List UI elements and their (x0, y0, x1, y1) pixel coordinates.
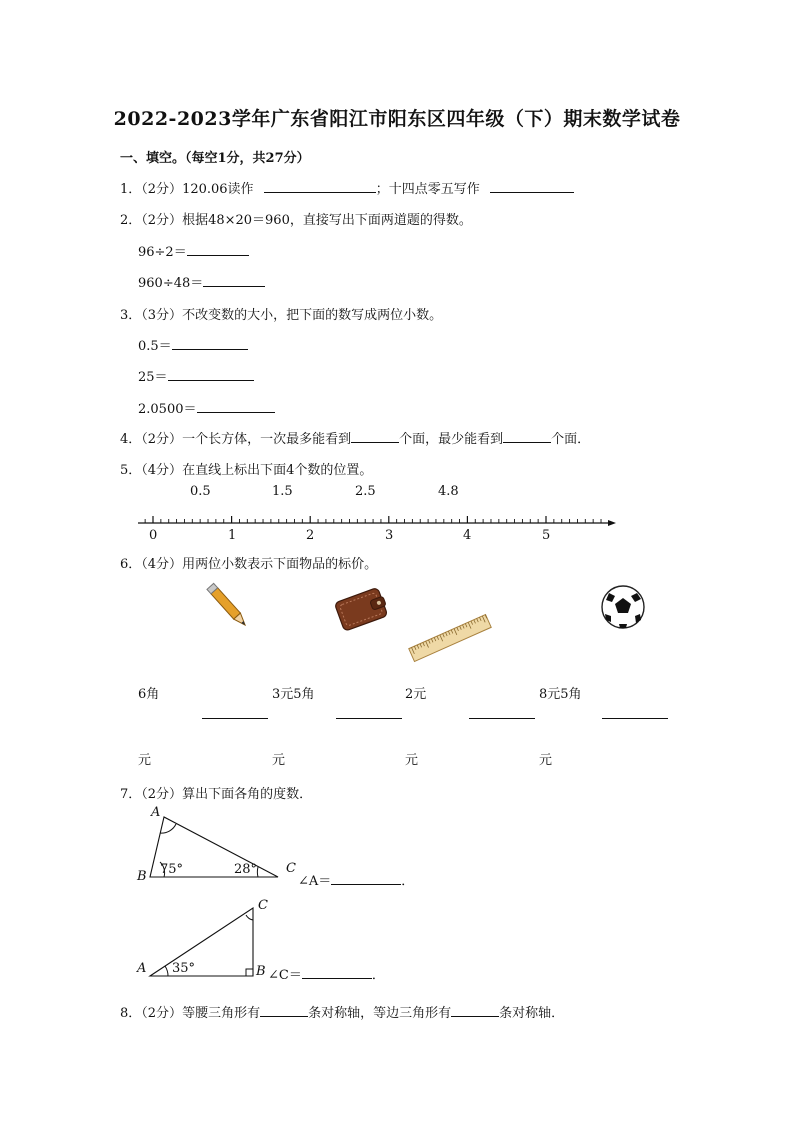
question-text: 一个长方体，一次最多能看到 (182, 432, 352, 447)
vertex-label: C (286, 861, 296, 876)
question-text: 根据48×20＝960，直接写出下面两道题的得数。 (182, 213, 472, 228)
question-text: 120.06读作 (182, 182, 254, 197)
question-text: 用两位小数表示下面物品的标价。 (182, 557, 378, 572)
question-text: 个面． (551, 432, 591, 447)
question-score: （4分） (141, 463, 183, 478)
price-label: 2元 (405, 687, 427, 702)
question-text: 不改变数的大小，把下面的数写成两位小数。 (182, 308, 443, 323)
question-score: （3分） (141, 308, 183, 323)
question-text: 算出下面各角的度数． (182, 787, 313, 802)
question-score: （2分） (141, 182, 183, 197)
equation: 2.0500＝ (138, 402, 197, 417)
vertex-label: C (258, 898, 268, 913)
question-number: 1． (120, 182, 142, 197)
question-number: 8． (120, 1006, 142, 1021)
question-score: （2分） (141, 1006, 183, 1021)
vertex-label: B (137, 869, 147, 884)
answer-blank[interactable] (451, 1003, 499, 1017)
question-number: 7． (120, 787, 142, 802)
number-label: 2.5 (355, 484, 376, 499)
tick-label: 0 (149, 528, 158, 543)
unit-label: 元 (539, 753, 553, 768)
unit-label: 元 (138, 753, 152, 768)
equation: ∠A＝ (298, 874, 332, 889)
tick-label: 3 (385, 528, 394, 543)
question-number: 5． (120, 463, 142, 478)
equation: 25＝ (138, 370, 168, 385)
tick-label: 5 (542, 528, 551, 543)
question-score: （2分） (141, 432, 183, 447)
question-number: 4． (120, 432, 142, 447)
answer-blank[interactable] (302, 965, 372, 979)
question-8 (120, 1002, 564, 1021)
tick-label: 4 (463, 528, 472, 543)
question-text: 等腰三角形有 (182, 1006, 261, 1021)
tick-label: 1 (228, 528, 237, 543)
equation: 0.5＝ (138, 339, 172, 354)
number-label: 4.8 (438, 484, 459, 499)
price-label: 6角 (138, 687, 160, 702)
answer-blank[interactable] (260, 1003, 308, 1017)
page-title: 2022-2023学年广东省阳江市阳东区四年级（下）期末数学试卷 (113, 108, 681, 130)
price-label: 3元5角 (272, 687, 315, 702)
vertex-label: B (256, 964, 266, 979)
q7-ask-2 (268, 964, 385, 983)
question-text: 在直线上标出下面4个数的位置。 (182, 463, 373, 478)
number-label: 1.5 (272, 484, 293, 499)
vertex-label: A (137, 961, 147, 976)
punctuation: ． (401, 874, 415, 889)
question-text: 条对称轴． (499, 1006, 565, 1021)
unit-label: 元 (405, 753, 419, 768)
angle-label: 35° (172, 961, 196, 976)
angle-label: 28° (234, 862, 258, 877)
question-text: 条对称轴，等边三角形有 (308, 1006, 452, 1021)
equation: 96÷2＝ (138, 245, 187, 260)
unit-label: 元 (272, 753, 286, 768)
vertex-label: A (151, 805, 161, 820)
section-heading: 一、填空。（每空1分，共27分） (120, 151, 310, 166)
equation: ∠C＝ (268, 968, 302, 983)
question-score: （4分） (141, 557, 183, 572)
question-text: ；十四点零五写作 (375, 182, 480, 197)
tick-label: 2 (306, 528, 315, 543)
question-score: （2分） (141, 213, 183, 228)
question-number: 2． (120, 213, 142, 228)
number-label: 0.5 (190, 484, 211, 499)
question-score: （2分） (141, 787, 183, 802)
angle-label: 75° (160, 862, 184, 877)
question-text: 个面，最少能看到 (399, 432, 504, 447)
price-label: 8元5角 (539, 687, 582, 702)
punctuation: ． (371, 968, 385, 983)
equation: 960÷48＝ (138, 276, 204, 291)
question-number: 6． (120, 557, 142, 572)
question-number: 3． (120, 308, 142, 323)
